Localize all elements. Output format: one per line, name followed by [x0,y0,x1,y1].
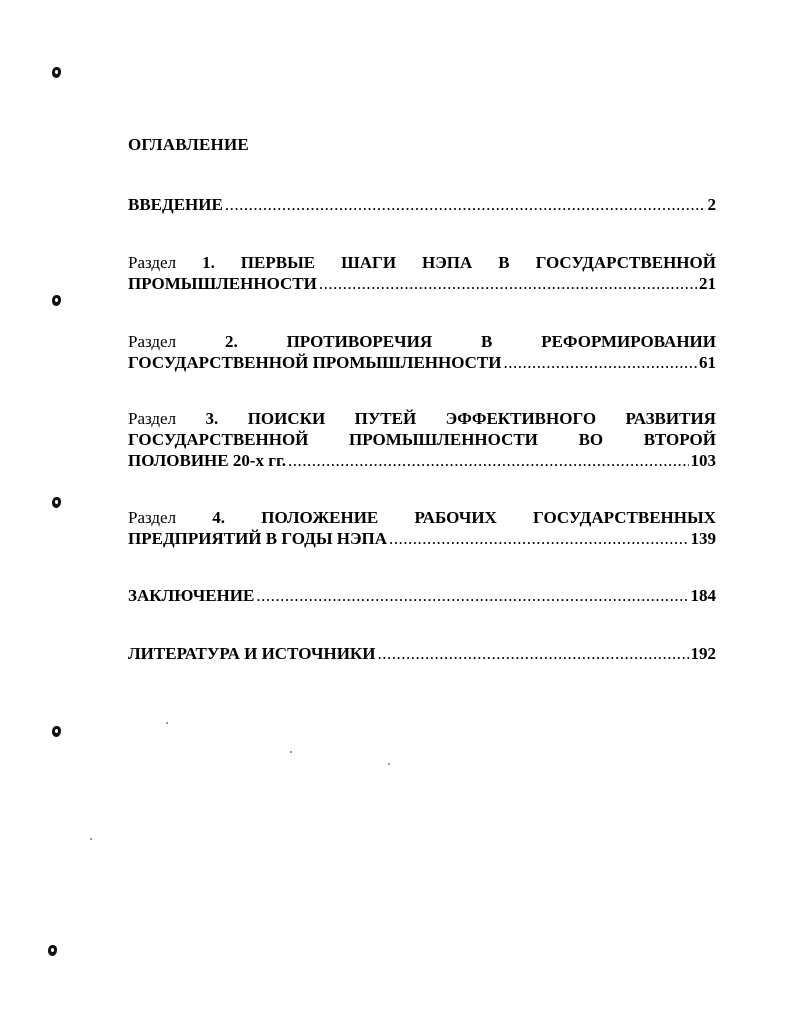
dot-leader [377,643,688,664]
toc-entry-label: ПРОМЫШЛЕННОСТИ [128,274,317,293]
punch-hole-icon [52,295,61,306]
punch-hole-icon [52,497,61,508]
toc-line [128,507,716,528]
section-label: Раздел [128,253,177,272]
toc-line [128,429,716,450]
toc-line [128,352,716,373]
toc-entry-section-1[interactable] [128,252,716,294]
toc-entry-label: ПОЛОВИНЕ 20-х гг. [128,451,287,470]
scan-speck [290,751,292,753]
toc-line [128,408,716,429]
section-number: 3. [205,409,219,428]
title-word: ПОИСКИ [247,409,326,428]
toc-entry-label: ВВЕДЕНИЕ [128,195,223,214]
dot-leader [256,585,688,606]
toc-page-number: 103 [690,451,716,470]
toc-line [128,331,716,352]
punch-hole-icon [52,67,61,78]
scan-speck [388,763,390,765]
toc-line [128,273,716,294]
toc-entry-section-4[interactable] [128,507,716,549]
title-word: ЭФФЕКТИВНОГО [445,409,597,428]
toc-line [128,643,716,664]
toc-page-number: 139 [690,529,716,548]
punch-hole-icon [52,726,61,737]
title-word: ПРОМЫШЛЕННОСТИ [349,430,538,449]
section-label: Раздел [128,508,177,527]
toc-line [128,528,716,549]
title-word: В [498,253,510,272]
toc-entry-introduction[interactable] [128,194,716,215]
title-word: ВО [578,430,604,449]
toc-page-number: 2 [707,195,716,214]
title-word: ГОСУДАРСТВЕННОЙ [535,253,716,272]
toc-entry-label: ЗАКЛЮЧЕНИЕ [128,586,255,605]
toc-entry-label: ЛИТЕРАТУРА И ИСТОЧНИКИ [128,644,376,663]
section-number: 1. [202,253,215,272]
title-word: РЕФОРМИРОВАНИИ [541,332,716,351]
scan-speck [166,722,168,724]
toc-entry-label: ГОСУДАРСТВЕННОЙ ПРОМЫШЛЕННОСТИ [128,353,502,372]
toc-entry-conclusion[interactable] [128,585,716,606]
scan-speck [90,838,92,840]
toc-line [128,450,716,471]
dot-leader [288,450,688,471]
title-word: ПУТЕЙ [354,409,417,428]
dot-leader [504,352,698,373]
toc-entry-section-3[interactable] [128,408,716,471]
title-word: РАБОЧИХ [414,508,497,527]
toc-line [128,194,716,215]
toc-page-number: 184 [690,586,716,605]
dot-leader [225,194,706,215]
toc-page-number: 61 [699,353,716,372]
section-label: Раздел [128,332,177,351]
toc-title: ОГЛАВЛЕНИЕ [128,135,249,154]
title-word: ПРОТИВОРЕЧИЯ [286,332,433,351]
section-number: 2. [224,332,238,351]
title-word: ВТОРОЙ [643,430,716,449]
title-word: В [480,332,493,351]
title-word: ГОСУДАРСТВЕННОЙ [128,430,309,449]
title-word: ШАГИ [341,253,397,272]
dot-leader [319,273,697,294]
toc-page-number: 21 [699,274,716,293]
toc-page-number: 192 [690,644,716,663]
title-word: ПЕРВЫЕ [240,253,316,272]
title-word: ГОСУДАРСТВЕННЫХ [533,508,716,527]
punch-hole-icon [48,945,57,956]
title-word: РАЗВИТИЯ [625,409,716,428]
title-word: ПОЛОЖЕНИЕ [261,508,379,527]
section-number: 4. [212,508,226,527]
section-label: Раздел [128,409,177,428]
toc-entry-label: ПРЕДПРИЯТИЙ В ГОДЫ НЭПА [128,529,388,548]
toc-line [128,585,716,606]
toc-line [128,252,716,273]
toc-entry-literature[interactable] [128,643,716,664]
toc-entry-section-2[interactable] [128,331,716,373]
dot-leader [389,528,688,549]
title-word: НЭПА [422,253,473,272]
